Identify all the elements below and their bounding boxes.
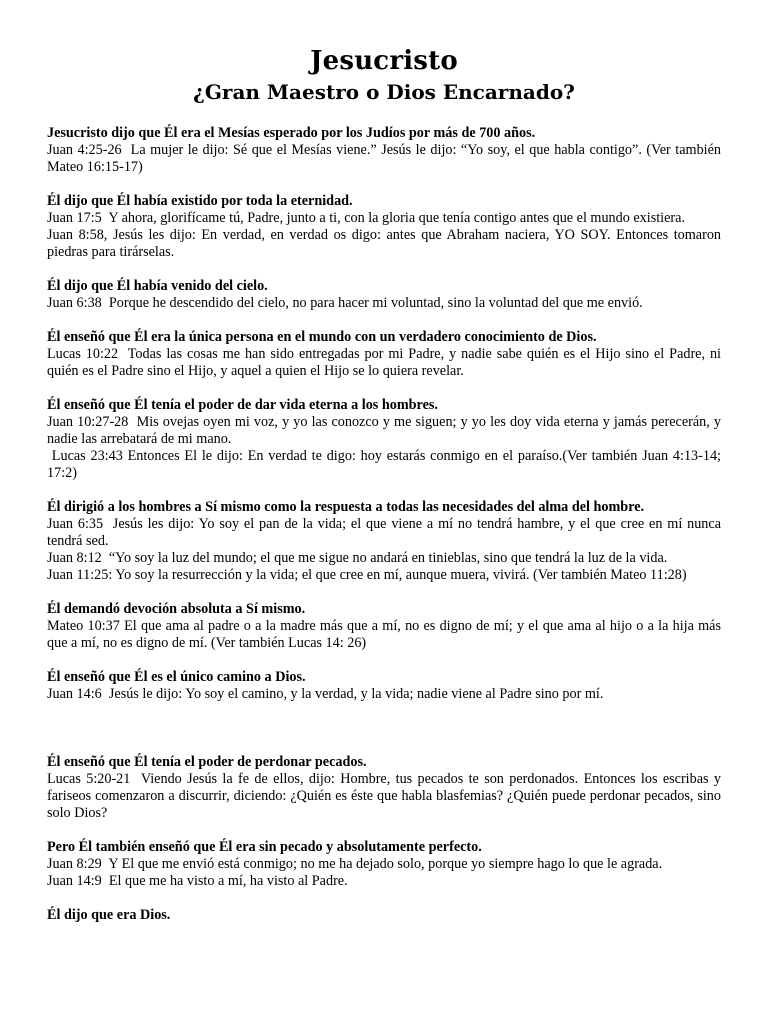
verse-text: Porque he descendido del cielo, no para hacer mi voluntad, sino la voluntad del que me envió. bbox=[108, 295, 643, 311]
verse-paragraph bbox=[47, 295, 721, 312]
verse-reference: Juan 8:12 bbox=[47, 550, 109, 566]
section-heading: Él enseñó que Él es el único camino a Dios. bbox=[47, 669, 306, 685]
verse-paragraph bbox=[47, 550, 721, 567]
verse-reference: Lucas 5:20-21 bbox=[47, 771, 141, 787]
page-subtitle: ¿Gran Maestro o Dios Encarnado? bbox=[193, 80, 575, 104]
verse-text: Jesús les dijo: Yo soy el pan de la vida; el que viene a mí no tendrá hambre, y el que cree en mí nunca tendrá sed. bbox=[47, 516, 721, 549]
verse-paragraph bbox=[47, 686, 721, 703]
verse-reference: Juan 11:25: bbox=[47, 567, 116, 583]
verse-reference: Juan 14:6 bbox=[47, 686, 109, 702]
section-eternity bbox=[47, 193, 721, 261]
section-only-way bbox=[47, 669, 721, 703]
verse-reference: Juan 6:35 bbox=[47, 516, 113, 532]
section-from-heaven bbox=[47, 278, 721, 312]
document-page bbox=[47, 44, 721, 941]
section-sinless bbox=[47, 839, 721, 890]
section-messiah bbox=[47, 125, 721, 176]
section-heading: Pero Él también enseñó que Él era sin pecado y absolutamente perfecto. bbox=[47, 839, 482, 855]
verse-paragraph bbox=[47, 856, 721, 873]
verse-text: El que ama al padre o a la madre más que a mí, no es digno de mí; y el que ama al hijo o a la hija más que a mí, no es digno de mí. (Ver también Lucas 14: 26) bbox=[47, 618, 722, 651]
section-knowledge-of-god bbox=[47, 329, 721, 380]
section-heading: Él dijo que era Dios. bbox=[47, 907, 171, 923]
section-claimed-god bbox=[47, 907, 721, 924]
verse-reference: Juan 8:29 bbox=[47, 856, 109, 872]
verse-reference: Juan 10:27-28 bbox=[47, 414, 137, 430]
verse-paragraph bbox=[47, 346, 721, 380]
section-devotion bbox=[47, 601, 721, 652]
section-eternal-life bbox=[47, 397, 721, 482]
verse-text: Jesús les dijo: En verdad, en verdad os digo: antes que Abraham naciera, YO SOY. Entonces tomaron piedras para tirárselas. bbox=[47, 227, 722, 260]
verse-text: Y El que me envió está conmigo; no me ha dejado solo, porque yo siempre hago lo que le agrada. bbox=[108, 856, 663, 872]
verse-text: La mujer le dijo: Sé que el Mesías viene.” Jesús le dijo: “Yo soy, el que habla contigo”. (Ver también Mateo 16:15-17) bbox=[47, 142, 721, 175]
verse-reference: Lucas 23:43 bbox=[47, 448, 128, 464]
section-heading: Él enseñó que Él era la única persona en el mundo con un verdadero conocimiento de Dios. bbox=[47, 329, 597, 345]
verse-text: Jesús le dijo: Yo soy el camino, y la verdad, y la vida; nadie viene al Padre sino por mí. bbox=[108, 686, 604, 702]
verse-reference: Juan 8:58, bbox=[47, 227, 113, 243]
verse-text: Viendo Jesús la fe de ellos, dijo: Hombre, tus pecados te son perdonados. Entonces los escribas y fariseos comenzaron a discurrir, diciendo: ¿Quién es éste que habla blasfemias? ¿Quién puede perdonar pecados, sino solo Dios? bbox=[47, 771, 721, 821]
page-title: Jesucristo bbox=[310, 46, 458, 76]
verse-text: Y ahora, glorifícame tú, Padre, junto a ti, con la gloria que tenía contigo antes que el mundo existiera. bbox=[108, 210, 685, 226]
section-heading: Él enseñó que Él tenía el poder de dar vida eterna a los hombres. bbox=[47, 397, 438, 413]
verse-paragraph bbox=[47, 142, 721, 176]
verse-paragraph bbox=[47, 227, 721, 261]
section-soul-needs bbox=[47, 499, 721, 584]
section-heading: Él dijo que Él había existido por toda la eternidad. bbox=[47, 193, 353, 209]
verse-text: Entonces El le dijo: En verdad te digo: hoy estarás conmigo en el paraíso.(Ver también Juan 4:13-14; 17:2) bbox=[47, 448, 721, 481]
verse-reference: Juan 4:25-26 bbox=[47, 142, 131, 158]
verse-text: Todas las cosas me han sido entregadas por mi Padre, y nadie sabe quién es el Hijo sino el Padre, ni quién es el Padre sino el Hijo, y aquel a quien el Hijo se lo quiera revelar. bbox=[47, 346, 721, 379]
verse-paragraph bbox=[47, 873, 721, 890]
verse-reference: Lucas 10:22 bbox=[47, 346, 128, 362]
verse-paragraph bbox=[47, 414, 721, 448]
section-heading: Él enseñó que Él tenía el poder de perdonar pecados. bbox=[47, 754, 367, 770]
section-heading: Jesucristo dijo que Él era el Mesías esperado por los Judíos por más de 700 años. bbox=[47, 125, 536, 141]
verse-reference: Juan 17:5 bbox=[47, 210, 109, 226]
verse-paragraph bbox=[47, 567, 721, 584]
section-heading: Él dijo que Él había venido del cielo. bbox=[47, 278, 268, 294]
verse-paragraph bbox=[47, 516, 721, 550]
verse-text: Yo soy la resurrección y la vida; el que cree en mí, aunque muera, vivirá. (Ver también Mateo 11:28) bbox=[115, 567, 687, 583]
verse-text: El que me ha visto a mí, ha visto al Padre. bbox=[108, 873, 348, 889]
verse-reference: Juan 6:38 bbox=[47, 295, 109, 311]
verse-paragraph bbox=[47, 618, 721, 652]
verse-paragraph bbox=[47, 448, 721, 482]
verse-text: “Yo soy la luz del mundo; el que me sigue no andará en tinieblas, sino que tendrá la luz de la vida. bbox=[108, 550, 668, 566]
section-heading: Él dirigió a los hombres a Sí mismo como la respuesta a todas las necesidades del alma del hombre. bbox=[47, 499, 645, 515]
section-heading: Él demandó devoción absoluta a Sí mismo. bbox=[47, 601, 306, 617]
verse-reference: Juan 14:9 bbox=[47, 873, 109, 889]
verse-reference: Mateo 10:37 bbox=[47, 618, 125, 634]
verse-paragraph bbox=[47, 210, 721, 227]
section-forgive-sins bbox=[47, 754, 721, 822]
verse-paragraph bbox=[47, 771, 721, 822]
verse-text: Mis ovejas oyen mi voz, y yo las conozco y me siguen; y yo les doy vida eterna y jamás perecerán, y nadie las arrebatará de mi mano. bbox=[47, 414, 721, 447]
